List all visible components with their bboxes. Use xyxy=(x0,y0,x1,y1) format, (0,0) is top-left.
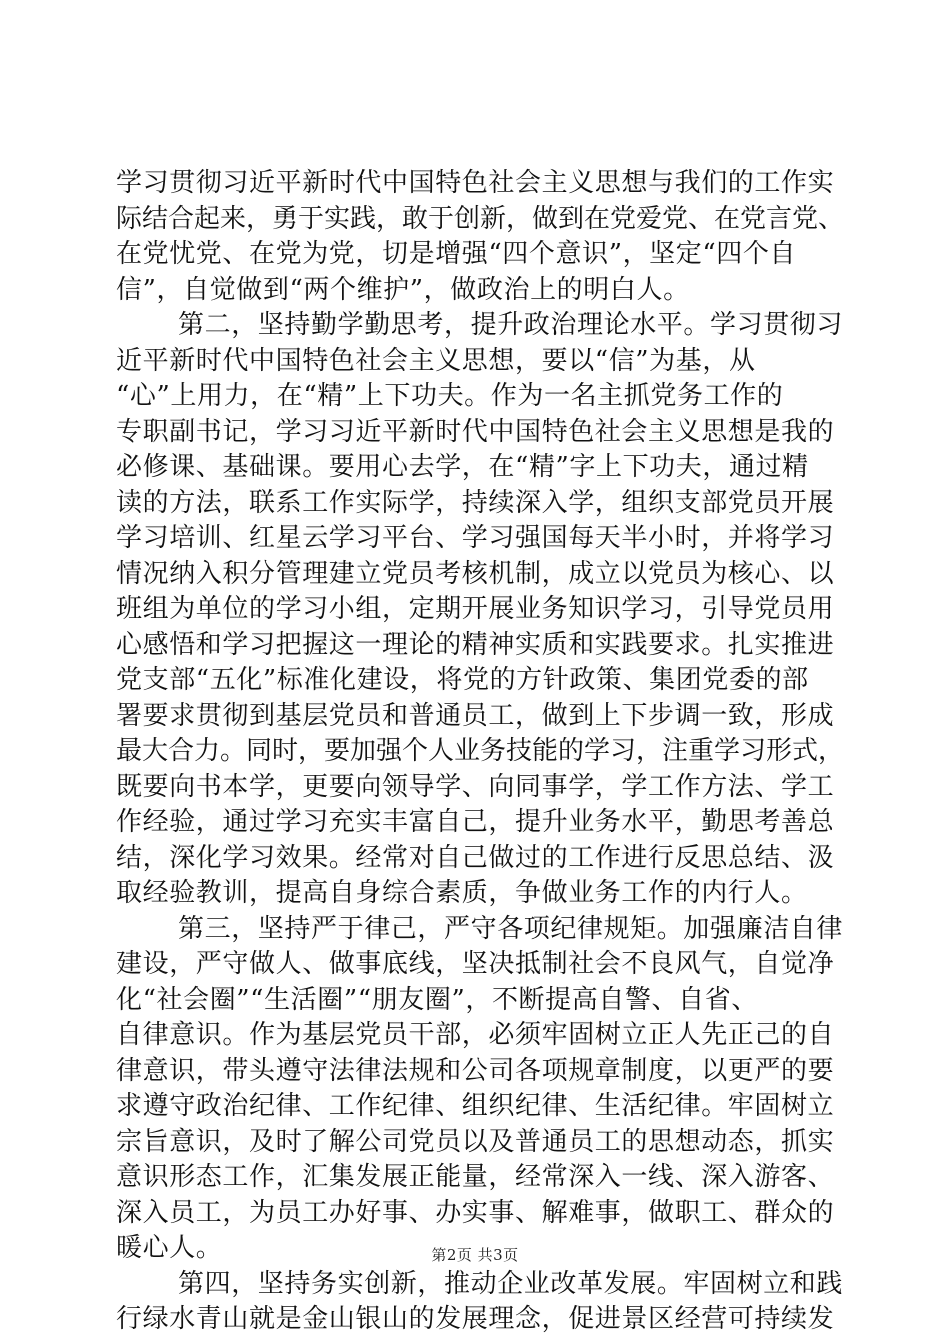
text-line: 第三，坚持严于律己，严守各项纪律规矩。加强廉洁自律 xyxy=(178,913,844,944)
text-line: 学习培训、红星云学习平台、学习强国每天半小时，并将学习 xyxy=(116,523,835,553)
text-line: 既要向书本学，更要向领导学、向同事学，学工作方法、学工 xyxy=(116,771,835,802)
text-line: 际结合起来，勇于实践，敢于创新，做到在党爱党、在党言党、 xyxy=(116,203,845,234)
text-line: 结，深化学习效果。经常对自己做过的工作进行反思总结、汲 xyxy=(116,842,835,873)
text-line: 第二，坚持勤学勤思考，提升政治理论水平。学习贯彻习 xyxy=(178,310,844,340)
text-line: 读的方法，联系工作实际学，持续深入学，组织支部党员开展 xyxy=(116,487,835,518)
text-line: 暖心人。 xyxy=(116,1233,223,1263)
text-line: 求遵守政治纪律、工作纪律、组织纪律、生活纪律。牢固树立 xyxy=(116,1091,835,1121)
body-text xyxy=(116,166,846,1338)
text-line: 情况纳入积分管理建立党员考核机制，成立以党员为核心、以 xyxy=(116,558,835,589)
text-line: 第四，坚持务实创新，推动企业改革发展。牢固树立和践 xyxy=(178,1268,844,1299)
text-line: 必修课、基础课。要用心去学，在“精”字上下功夫，通过精 xyxy=(116,452,809,482)
text-line: 最大合力。同时，要加强个人业务技能的学习，注重学习形式， xyxy=(116,736,845,766)
text-line: 深入员工，为员工办好事、办实事、解难事，做职工、群众的 xyxy=(116,1197,835,1228)
page-footer: 第2页 共3页 xyxy=(431,1246,519,1264)
text-line: 党支部“五化”标准化建设，将党的方针政策、集团党委的部 xyxy=(116,665,809,695)
text-line: 署要求贯彻到基层党员和普通员工，做到上下步调一致，形成 xyxy=(116,700,835,731)
text-line: 作经验，通过学习充实丰富自己，提升业务水平，勤思考善总 xyxy=(116,807,835,837)
text-line: 取经验教训，提高自身综合素质，争做业务工作的内行人。 xyxy=(116,878,808,908)
text-line: 专职副书记，学习习近平新时代中国特色社会主义思想是我的 xyxy=(116,416,835,447)
text-line: 心感悟和学习把握这一理论的精神实质和实践要求。扎实推进 xyxy=(116,629,835,660)
text-line: 班组为单位的学习小组，定期开展业务知识学习，引导党员用 xyxy=(116,594,835,624)
text-line: 宗旨意识，及时了解公司党员以及普通员工的思想动态，抓实 xyxy=(116,1126,835,1157)
text-line: 信”，自觉做到“两个维护”，做政治上的明白人。 xyxy=(116,274,690,305)
text-line: 自律意识。作为基层党员干部，必须牢固树立正人先正己的自 xyxy=(116,1020,835,1050)
text-line: “心”上用力，在“精”上下功夫。作为一名主抓党务工作的 xyxy=(116,381,784,411)
text-line: 建设，严守做人、做事底线，坚决抵制社会不良风气，自觉净 xyxy=(116,949,835,979)
text-line: 律意识，带头遵守法律法规和公司各项规章制度，以更严的要 xyxy=(116,1055,835,1086)
text-line: 行绿水青山就是金山银山的发展理念，促进景区经营可持续发 xyxy=(116,1304,835,1334)
text-line: 化“社会圈”“生活圈”“朋友圈”，不断提高自警、自省、 xyxy=(116,984,758,1015)
text-line: 学习贯彻习近平新时代中国特色社会主义思想与我们的工作实 xyxy=(116,168,835,198)
text-line: 近平新时代中国特色社会主义思想，要以“信”为基，从 xyxy=(116,345,756,376)
text-line: 意识形态工作，汇集发展正能量，经常深入一线、深入游客、 xyxy=(116,1162,835,1192)
text-line: 在党忧党、在党为党，切是增强“四个意识”，坚定“四个自 xyxy=(116,239,797,269)
